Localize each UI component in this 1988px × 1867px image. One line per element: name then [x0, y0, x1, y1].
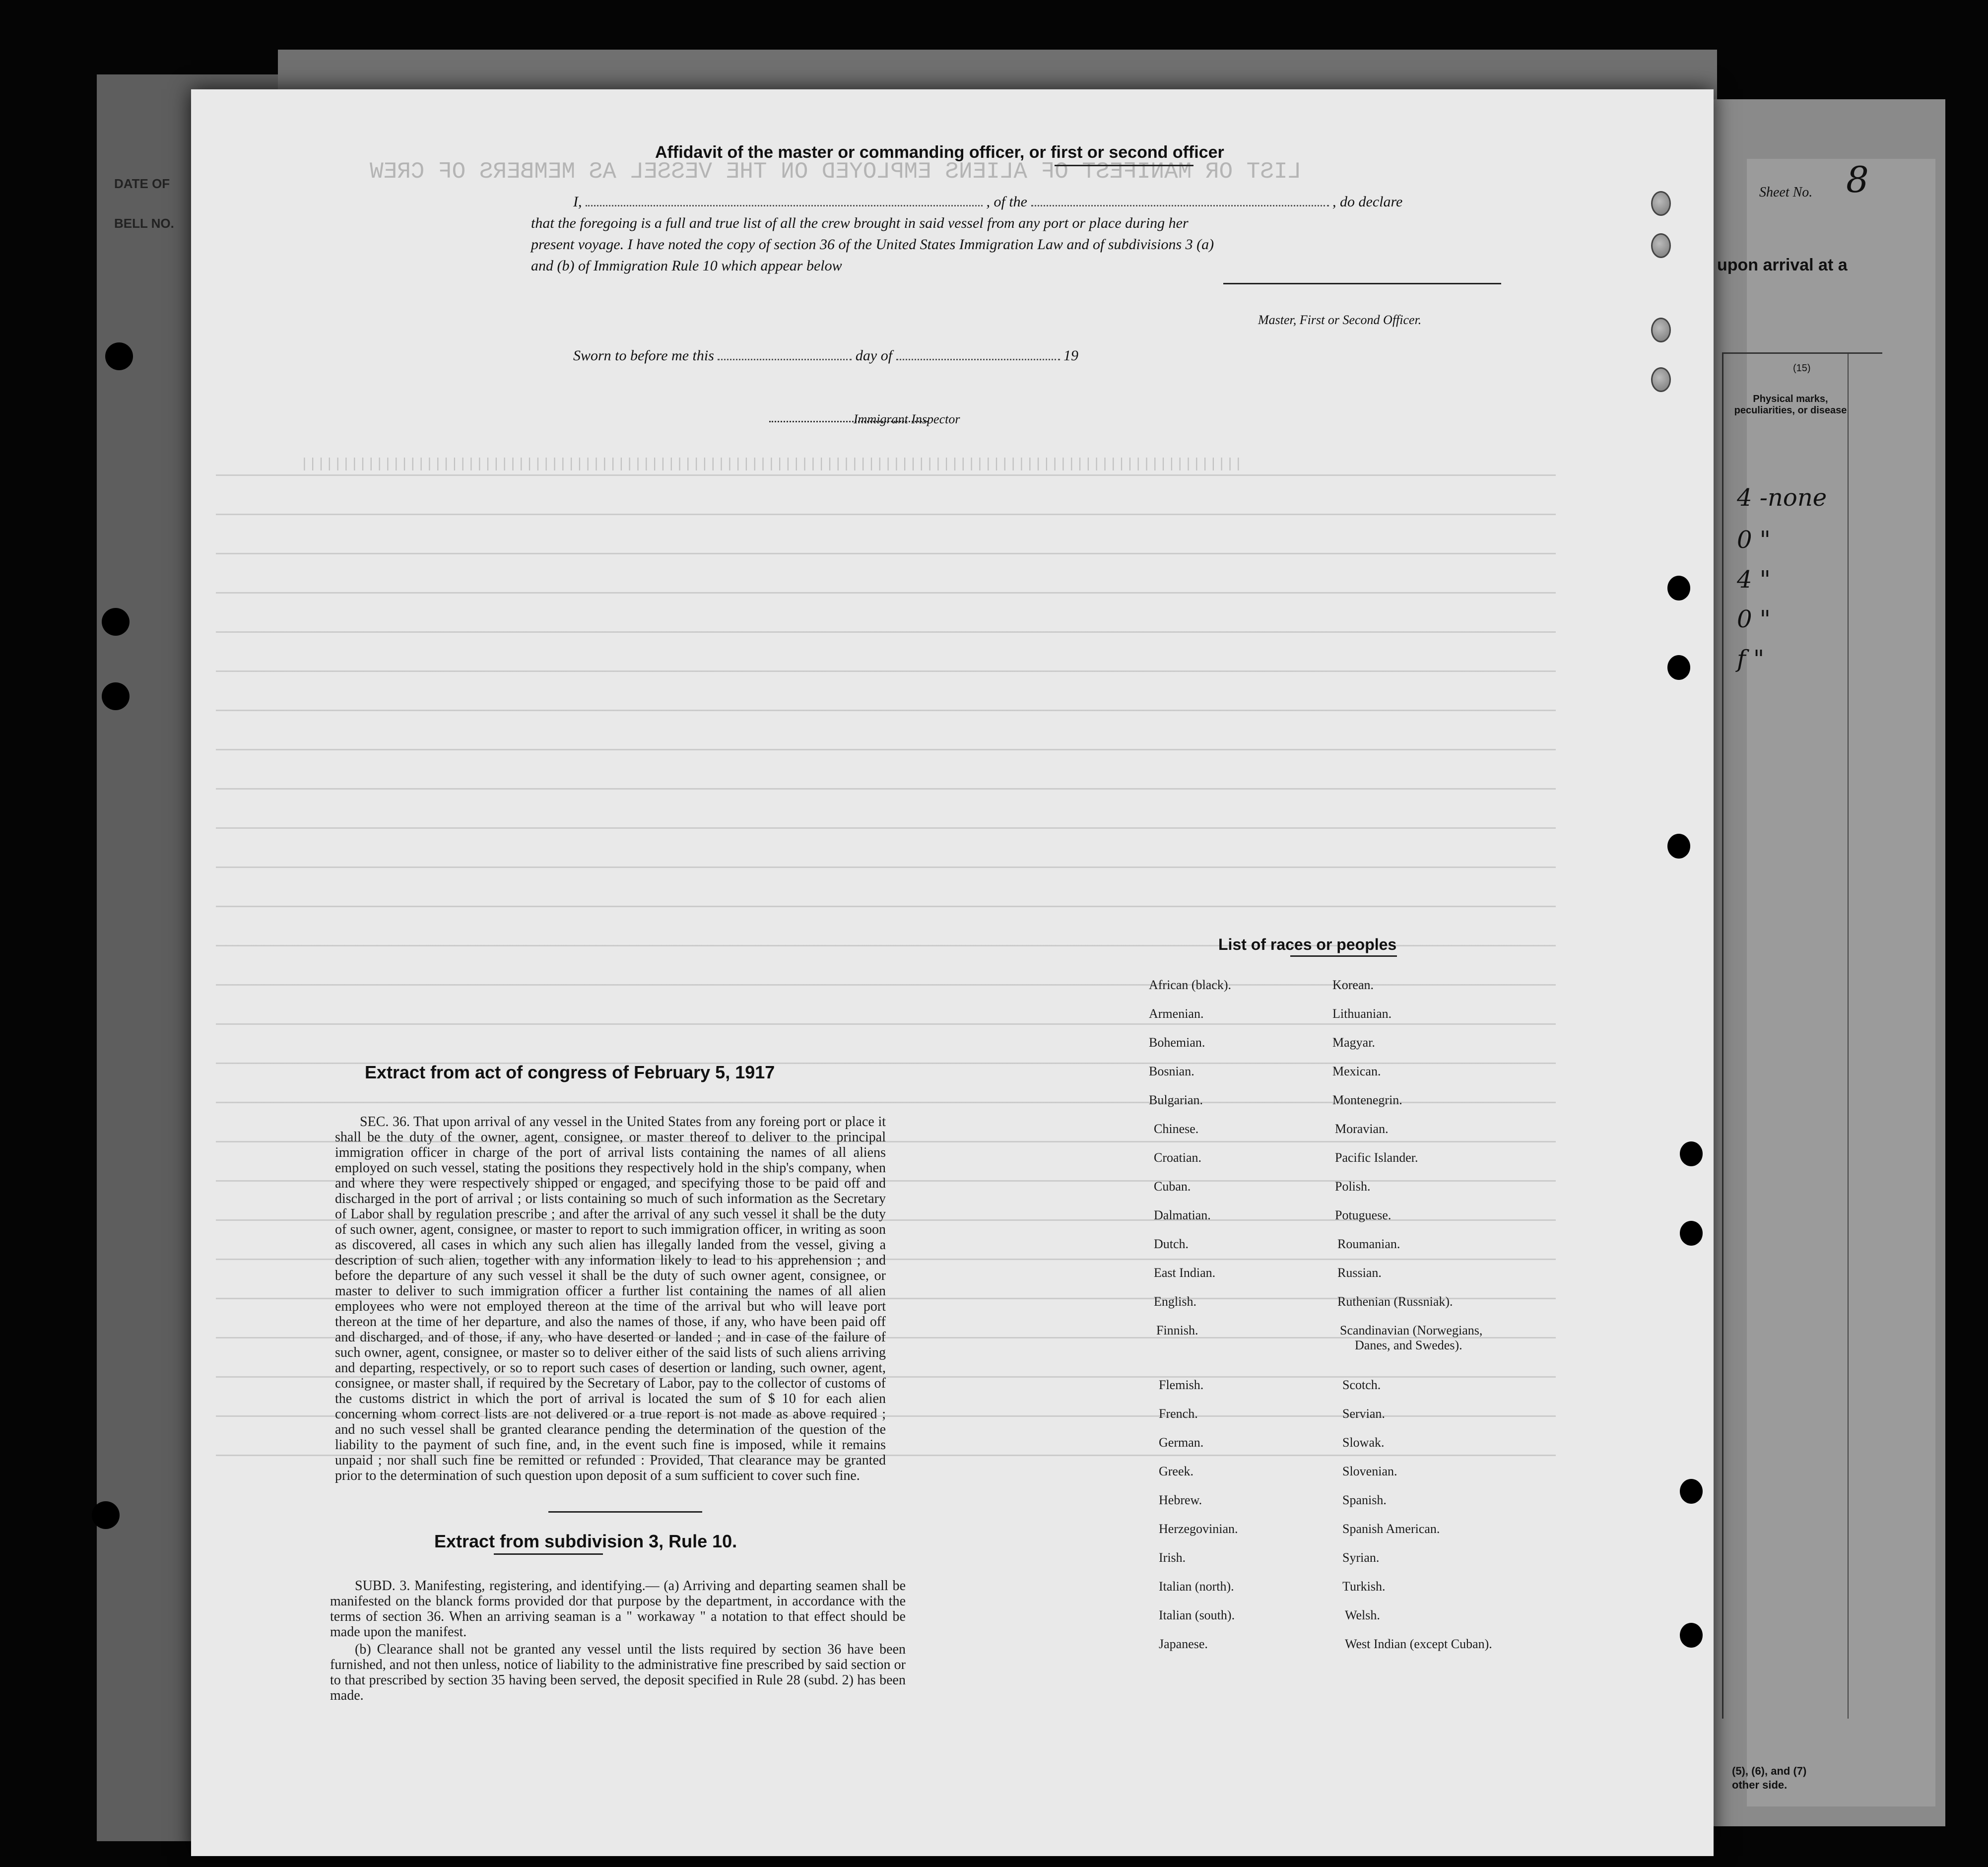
race-right-item: Magyar.: [1332, 1035, 1375, 1050]
race-left-item: Dutch.: [1154, 1237, 1189, 1251]
col15-title: Physical marks, peculiarities, or disease: [1734, 394, 1847, 416]
race-right-item: Danes, and Swedes).: [1355, 1338, 1462, 1352]
rule-title-underline: [494, 1553, 603, 1555]
rule-extract-text-a: SUBD. 3. Manifesting, registering, and identifying.— (a) Arriving and departing seamen shall be manifested on the blanck forms provided dor that purpose by the department, in accordance with the terms of section 36. When an arriving seaman is a " workaway " a notation to that effect should be made upon the manifest.: [330, 1578, 906, 1640]
race-left-item: Japanese.: [1159, 1637, 1208, 1651]
year-prefix: 19: [1063, 347, 1079, 364]
race-right-item: Slovenian.: [1342, 1464, 1397, 1478]
race-right-item: West Indian (except Cuban).: [1345, 1637, 1492, 1651]
upon-arrival-text: upon arrival at a: [1717, 256, 1848, 274]
punch-hole: [1667, 834, 1690, 859]
col15-number: (15): [1793, 363, 1811, 374]
bleed-through-header: LIST OR MANIFEST OF ALIENS EMPLOYED ON THE VESSEL AS MEMBERS OF CREW: [370, 159, 1302, 185]
act-extract-title: Extract from act of congress of February 5, 1917: [365, 1062, 775, 1082]
handwriting-row-1: 4 -none: [1737, 484, 1827, 512]
race-left-item: Greek.: [1159, 1464, 1194, 1478]
rule-extract-title: Extract from subdivision 3, Rule 10.: [434, 1531, 737, 1551]
affidavit-page: [191, 89, 1714, 1856]
race-right-item: Roumanian.: [1337, 1237, 1400, 1251]
punch-hole: [1667, 655, 1690, 680]
punch-hole: [1667, 576, 1690, 600]
race-right-item: Scotch.: [1342, 1378, 1381, 1392]
sworn-month-blank: [896, 359, 1060, 360]
punch-hole: [1680, 1221, 1703, 1246]
race-right-item: Servian.: [1342, 1406, 1385, 1421]
race-left-item: Bulgarian.: [1149, 1093, 1203, 1107]
sworn-line: [573, 347, 1078, 364]
right-grid-divider: [1848, 354, 1849, 1719]
affidavit-title: Affidavit of the master or commanding officer, or first or second officer: [655, 143, 1224, 162]
punch-hole: [1680, 1479, 1703, 1504]
race-right-item: Turkish.: [1342, 1579, 1386, 1594]
race-left-item: Flemish.: [1159, 1378, 1204, 1392]
back-sheet-left-labels: DATE OF BELL NO.: [114, 176, 174, 231]
race-left-item: French.: [1159, 1406, 1198, 1421]
section-divider: [548, 1511, 702, 1513]
sworn-day-blank: [718, 359, 852, 360]
race-left-item: Bosnian.: [1149, 1064, 1194, 1078]
day-of-label: day of: [855, 347, 893, 364]
race-left-item: Croatian.: [1154, 1150, 1202, 1165]
race-left-item: German.: [1159, 1435, 1204, 1450]
punch-hole: [1680, 1141, 1703, 1166]
affidavit-i-label: I,: [573, 194, 582, 210]
handwriting-row-2: 0 ": [1737, 526, 1771, 554]
name-blank: [586, 205, 983, 206]
race-right-item: Slowak.: [1342, 1435, 1385, 1450]
races-title-underline: [1290, 955, 1397, 957]
race-right-item: Polish.: [1335, 1179, 1371, 1194]
race-left-item: Cuban.: [1154, 1179, 1191, 1194]
affidavit-title-underline: [1055, 165, 1193, 166]
race-left-item: Finnish.: [1156, 1323, 1198, 1337]
punch-hole: [1680, 1623, 1703, 1648]
race-right-item: Spanish American.: [1342, 1522, 1440, 1536]
race-left-item: Hebrew.: [1159, 1493, 1202, 1507]
affidavit-declaration-line2: that the foregoing is a full and true list of all the crew brought in said vessel from any port or place during her: [531, 215, 1189, 231]
punch-hole: [1651, 367, 1671, 392]
sworn-label: Sworn to before me this: [573, 347, 714, 364]
rule-extract-text-b: (b) Clearance shall not be granted any vessel until the lists required by section 36 have been furnished, and not then unless, notice of liability to the administrative fine prescribed by said section or to that prescribed by section 35 having been served, the deposit specified in Rule 28 (subd. 2) has been made.: [330, 1642, 906, 1703]
bleed-through-row: |||||||||||||||||||||||||||||||||||||||||||||||||||||||||||||||||||||||||||||||||||||||||||||||||||||||||||||||||: [300, 457, 1243, 472]
race-left-item: Irish.: [1159, 1550, 1186, 1565]
punch-hole: [102, 608, 130, 636]
race-left-item: East Indian.: [1154, 1266, 1216, 1280]
handwriting-row-3: 4 ": [1737, 566, 1771, 594]
affidavit-of-the-label: , of the: [986, 194, 1027, 210]
race-right-item: Scandinavian (Norwegians,: [1340, 1323, 1483, 1337]
race-right-item: Moravian.: [1335, 1122, 1389, 1136]
handwriting-row-4: 0 ": [1737, 605, 1771, 633]
race-left-item: English.: [1154, 1294, 1196, 1309]
race-right-item: Ruthenian (Russniak).: [1337, 1294, 1453, 1309]
affidavit-declare-label: , do declare: [1332, 194, 1403, 210]
punch-hole: [1651, 191, 1671, 216]
punch-hole: [102, 682, 130, 710]
race-left-item: Dalmatian.: [1154, 1208, 1211, 1222]
affidavit-declaration-line4: and (b) of Immigration Rule 10 which appear below: [531, 258, 842, 274]
right-grid: [1722, 352, 1882, 1719]
back-footer-note: (5), (6), and (7) other side.: [1732, 1765, 1807, 1791]
race-right-item: Russian.: [1337, 1266, 1382, 1280]
sheet-number-label: Sheet No.: [1759, 185, 1813, 200]
race-right-item: Korean.: [1332, 978, 1374, 992]
act-extract-text: SEC. 36. That upon arrival of any vessel in the United States from any foreing port or place it shall be the duty of the owner, agent, consignee, or master thereof to deliver to the principal immigration officer in charge of the port of arrival lists containing the names of all aliens employed on such vessel, stating the positions they respectively hold in the ship's company, when and where they were respectively shipped or engaged, and specifying those to be paid off and discharged in the port of arrival ; or lists containing so much of such information as the Secretary of Labor shall by regulation prescribe ; and after the arrival of any such vessel it shall be the duty of such owner, agent, consignee, or master to report to such immigration officer, in writing as soon as discovered, all cases in which any such alien has illegally landed from the vessel, giving a description of such alien, together with any information likely to lead to his apprehension ; and before the departure of any such vessel it shall be the duty of such owner agent, consignee, or master to deliver to such immigration officer a further list containing the names of all alien employees who were not employed thereon at the time of the arrival but who will leave port thereon at the time of her departure, and also the names of those, if any, who have been paid off and discharged, and of those, if any, who have deserted or landed ; and in case of the failure of such owner, agent, consignee, or master so to deliver either of the said lists of such aliens arriving and departing, respectively, or so to report such cases of desertion or landing, such owner, agent, consignee, or master shall, if required by the Secretary of Labor, pay to the collector of customs of the customs district in which the port of arrival is located the sum of $ 10 for each alien concerning whom correct lists are not delivered or a true report is not made as above required ; and no such vessel shall be granted clearance pending the determination of the question of the liability to the payment of such fine, and, in the event such fine is imposed, while it remains unpaid ; nor shall such fine be remitted or refunded : Provided, That clearance may be granted prior to the determination of such question upon deposit of a sum sufficient to cover such fine.: [335, 1114, 886, 1483]
vessel-blank: [1031, 205, 1329, 206]
signature-label: Master, First or Second Officer.: [1258, 313, 1422, 327]
race-right-item: Pacific Islander.: [1335, 1150, 1418, 1165]
race-right-item: Montenegrin.: [1332, 1093, 1402, 1107]
punch-hole: [1651, 233, 1671, 258]
race-left-item: Bohemian.: [1149, 1035, 1205, 1050]
punch-hole: [1651, 318, 1671, 342]
race-right-item: Welsh.: [1345, 1608, 1380, 1622]
race-left-item: Italian (north).: [1159, 1579, 1234, 1594]
race-left-item: Armenian.: [1149, 1006, 1204, 1021]
race-left-item: African (black).: [1149, 978, 1232, 992]
race-right-item: Mexican.: [1332, 1064, 1381, 1078]
sheet-number-value: 8: [1846, 159, 1869, 200]
race-left-item: Italian (south).: [1159, 1608, 1235, 1622]
race-left-item: Herzegovinian.: [1159, 1522, 1238, 1536]
race-right-item: Spanish.: [1342, 1493, 1387, 1507]
races-title: List of races or peoples: [1218, 935, 1397, 953]
affidavit-declaration-line1: [573, 194, 1402, 210]
handwriting-row-5: f ": [1737, 645, 1765, 673]
punch-hole: [105, 342, 133, 370]
race-right-item: Potuguese.: [1335, 1208, 1392, 1222]
inspector-label: Immigrant Inspector: [854, 412, 960, 426]
race-right-item: Syrian.: [1342, 1550, 1380, 1565]
affidavit-declaration-line3: present voyage. I have noted the copy of section 36 of the United States Immigration Law and of subdivisions 3 (a): [531, 236, 1214, 253]
signature-line: [1223, 283, 1501, 284]
race-right-item: Lithuanian.: [1332, 1006, 1392, 1021]
punch-hole: [92, 1501, 120, 1529]
race-left-item: Chinese.: [1154, 1122, 1199, 1136]
